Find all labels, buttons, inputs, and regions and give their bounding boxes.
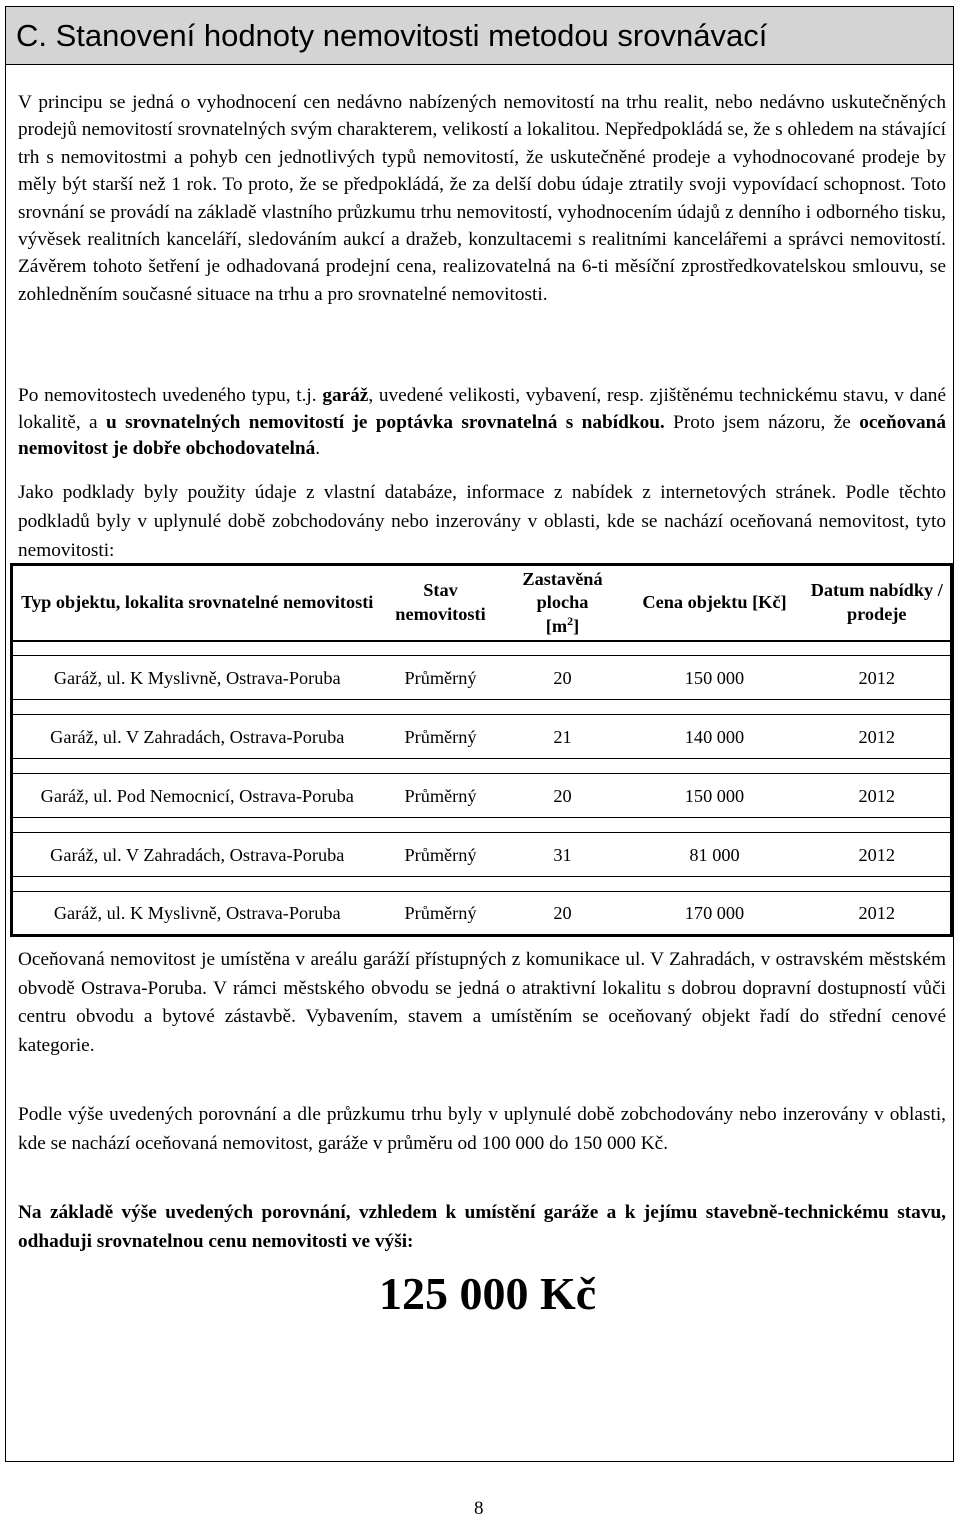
- demand-text-3: Proto jsem názoru, že: [664, 411, 860, 433]
- cell-area: 20: [500, 656, 626, 700]
- table-spacer-row: [12, 641, 952, 656]
- cell-date: 2012: [804, 833, 952, 877]
- table-row: [12, 656, 952, 700]
- cell-price: 140 000: [626, 715, 804, 759]
- comparison-table: [10, 563, 953, 937]
- table-row: [12, 715, 952, 759]
- cell-area: 20: [500, 774, 626, 818]
- cell-price: 150 000: [626, 774, 804, 818]
- cell-type: Garáž, ul. K Myslivně, Ostrava-Poruba: [53, 903, 341, 923]
- demand-paragraph: [18, 383, 946, 463]
- cell-state: Průměrný: [382, 833, 500, 877]
- demand-text-4: .: [315, 438, 321, 459]
- table-spacer-row: [12, 818, 952, 833]
- intro-paragraph: V principu se jedná o vyhodnocení cen nedávno nabízených nemovitostí na trhu realit, nebo nedávno uskutečněných prodejů nemovitostí srovnatelných svým charakterem, velikostí a lokalitou. Nepředpokládá se, že s ohledem na stávající trh s nemovitostmi a pohyb cen jednotlivých typů nemovitostí, že uskutečněné prodeje a vyhodnocované prodeje by měly být starší než 1 rok. To proto, že se předpokládá, že za delší dobu údaje ztratily svoji vypovídací schopnost. Toto srovnání se provádí na základě vlastního průzkumu trhu nemovitostí, vyhodnocením údajů z denního i odborného tisku, vývěsek realitních kanceláří, sledováním aukcí a dražeb, konzultacemi s realitními kancelářemi a správci nemovitostí. Závěrem tohoto šetření je odhadovaná prodejní cena, realizovatelná na 6-ti měsíční zprostředkovatelskou smlouvu, se zohledněním současné situace na trhu a pro srovnatelné nemovitosti.: [18, 92, 946, 305]
- cell-state: Průměrný: [382, 656, 500, 700]
- table-spacer-row: [12, 877, 952, 892]
- header-price: Cena objektu [Kč]: [626, 565, 804, 641]
- demand-text-2: , uvedené velikosti, vybavení, resp. zjištěnému technickému stavu, v dané lokalitě, a: [18, 385, 947, 433]
- cell-area: 20: [553, 903, 572, 923]
- cell-price: 170 000: [684, 903, 745, 923]
- demand-bold-garage: garáž: [322, 385, 369, 406]
- table-row: [12, 892, 952, 936]
- cell-type: Garáž, ul. K Myslivně, Ostrava-Poruba: [12, 656, 382, 700]
- estimated-price: 125 000 Kč: [379, 1268, 597, 1319]
- table-spacer-row: [12, 759, 952, 774]
- cell-price: 81 000: [626, 833, 804, 877]
- price-range-paragraph: Podle výše uvedených porovnání a dle průzkumu trhu byly v uplynulé době zobchodovány nebo inzerovány v oblasti, kde se nachází oceňovaná nemovitost, garáže v průměru od 100 000 do 150 000 Kč.: [18, 1104, 946, 1154]
- header-state: Stav nemovitosti: [382, 565, 500, 641]
- cell-date: 2012: [804, 656, 952, 700]
- cell-state: Průměrný: [404, 903, 477, 923]
- cell-state: Průměrný: [382, 715, 500, 759]
- header-type: Typ objektu, lokalita srovnatelné nemovitosti: [12, 565, 382, 641]
- cell-area: 21: [500, 715, 626, 759]
- cell-date: 2012: [804, 774, 952, 818]
- demand-bold-tradable: oceňovaná nemovitost je dobře obchodovatelná: [18, 411, 946, 459]
- cell-date: 2012: [804, 715, 952, 759]
- header-date: Datum nabídky / prodeje: [804, 565, 952, 641]
- conclusion-paragraph: Na základě výše uvedených porovnání, vzhledem k umístění garáže a k jejímu stavebně-technickému stavu, odhaduji srovnatelnou cenu nemovitosti ve výši:: [18, 1202, 946, 1252]
- table-spacer-row: [12, 700, 952, 715]
- header-area: Zastavěná plocha $[m^2]$: [500, 565, 626, 641]
- cell-date: 2012: [858, 903, 896, 923]
- cell-state: Průměrný: [382, 774, 500, 818]
- table-row: [12, 774, 952, 818]
- table-header-row: [12, 565, 952, 641]
- cell-type: Garáž, ul. V Zahradách, Ostrava-Poruba: [12, 715, 382, 759]
- location-paragraph: Oceňovaná nemovitost je umístěna v areálu garáží přístupných z komunikace ul. V Zahradách, v ostravském městském obvodě Ostrava-Poruba. V rámci městského obvodu se jedná o atraktivní lokalitu s dobrou dopravní dostupností vůči centru obvodu a bytové zástavbě. Vybavením, stavem a umístěním se oceňovaný objekt řadí do střední cenové kategorie.: [18, 949, 946, 1057]
- demand-bold-supply: u srovnatelných nemovitostí je poptávka srovnatelná s nabídkou.: [105, 411, 665, 433]
- page-number: 8: [474, 1498, 484, 1519]
- sources-paragraph: Jako podklady byly použity údaje z vlastní databáze, informace z nabídek z internetových stránek. Podle těchto podkladů byly v uplynulé době zobchodovány nebo inzerovány v oblasti, kde se nachází oceňovaná nemovitost, tyto nemovitosti:: [18, 482, 946, 561]
- cell-area: 31: [500, 833, 626, 877]
- demand-text-1: Po nemovitostech uvedeného typu, t.j.: [18, 385, 323, 406]
- cell-type: Garáž, ul. Pod Nemocnicí, Ostrava-Poruba: [12, 774, 382, 818]
- cell-price: 150 000: [626, 656, 804, 700]
- cell-type: Garáž, ul. V Zahradách, Ostrava-Poruba: [12, 833, 382, 877]
- section-heading: C. Stanovení hodnoty nemovitosti metodou srovnávací: [16, 18, 768, 53]
- table-row: [12, 833, 952, 877]
